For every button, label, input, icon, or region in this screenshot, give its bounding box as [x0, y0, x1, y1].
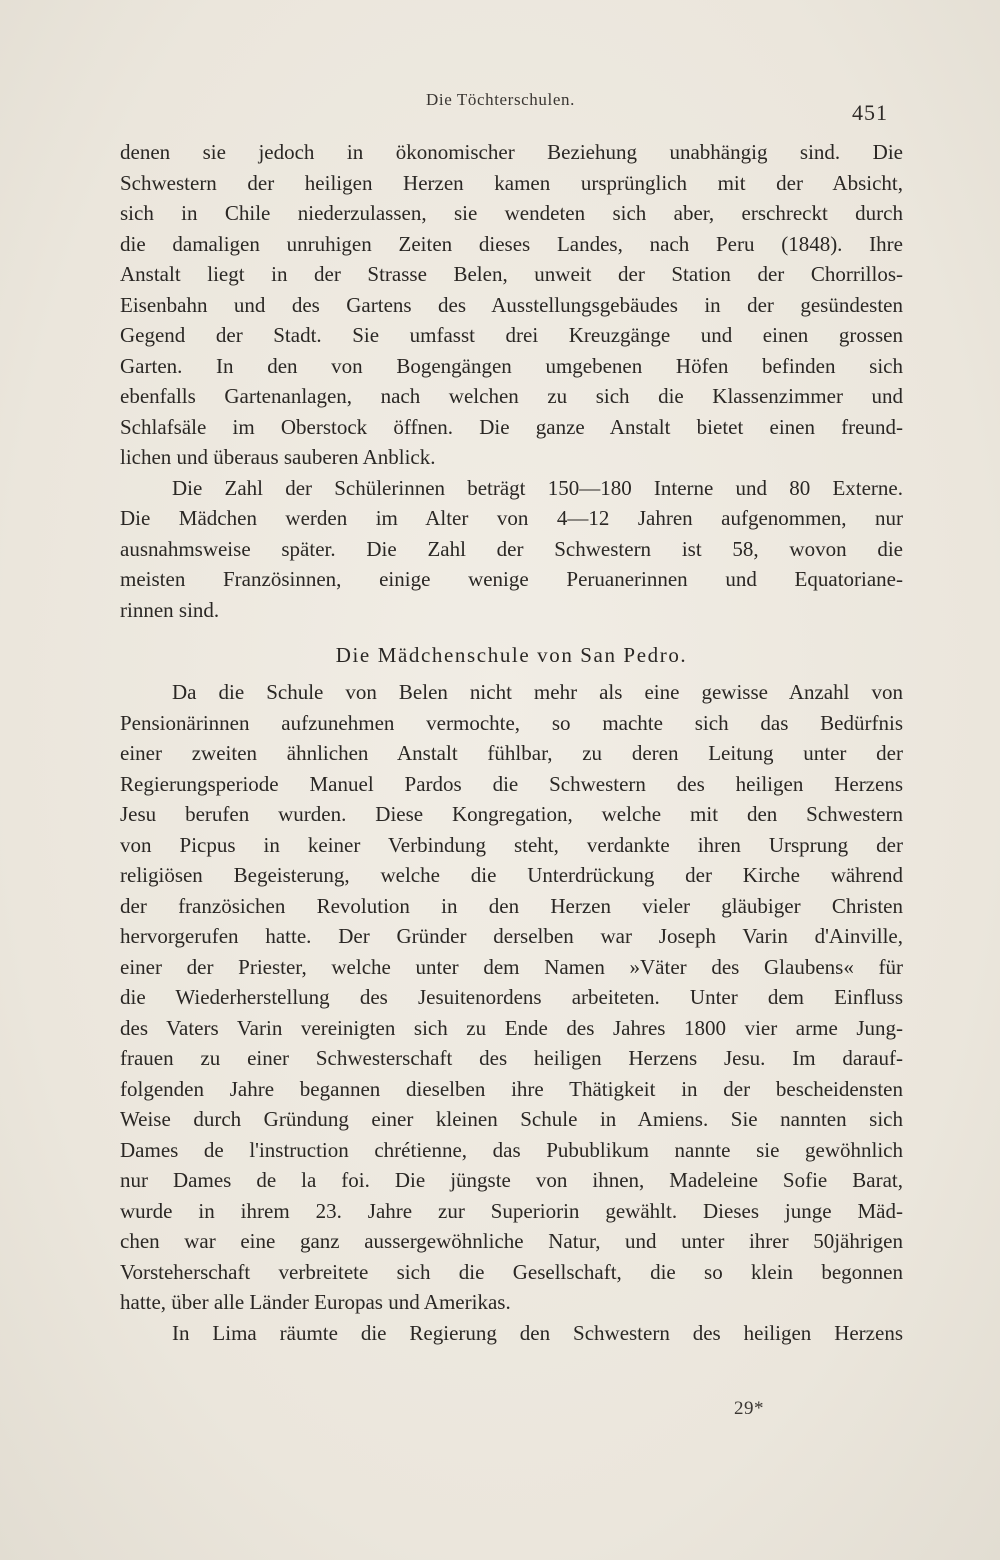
text-line: chen war eine ganz aussergewöhnliche Natur, und unter ihrer 50jährigen: [120, 1229, 903, 1253]
text-line: hatte, über alle Länder Europas und Amerikas.: [120, 1290, 511, 1314]
text-line: wurde in ihrem 23. Jahre zur Superiorin gewählt. Dieses junge Mäd-: [120, 1198, 903, 1223]
text-line: von Picpus in keiner Verbindung steht, verdankte ihren Ursprung der: [120, 832, 903, 857]
text-line: nur Dames de la foi. Die jüngste von ihnen, Madeleine Sofie Barat,: [120, 1168, 903, 1192]
text-line: Anstalt liegt in der Strasse Belen, unweit der Station der Chorrillos-: [120, 262, 903, 286]
text-line: Garten. In den von Bogengängen umgebenen Höfen befinden sich: [120, 353, 903, 378]
text-line: Vorsteherschaft verbreitete sich die Gesellschaft, die so klein begonnen: [120, 1259, 903, 1284]
text-line: rinnen sind.: [120, 597, 220, 622]
paragraph-1: [120, 137, 903, 473]
text-line: ebenfalls Gartenanlagen, nach welchen zu sich die Klassenzimmer und: [120, 384, 903, 408]
text-line: sich in Chile niederzulassen, sie wendeten sich aber, erschreckt durch: [120, 201, 903, 225]
paragraph-3: [120, 677, 903, 1318]
body-text: [120, 137, 903, 1348]
text-line: In Lima räumte die Regierung den Schwestern des heiligen Herzens: [172, 1320, 903, 1345]
text-line: Regierungsperiode Manuel Pardos die Schwestern des heiligen Herzens: [120, 771, 903, 796]
text-line: Die Zahl der Schülerinnen beträgt 150—180 Interne und 80 Externe.: [172, 475, 903, 500]
text-line: Dames de l'instruction chrétienne, das Pubublikum nannte sie gewöhnlich: [120, 1137, 903, 1162]
text-line: lichen und überaus sauberen Anblick.: [120, 445, 436, 469]
text-line: hervorgerufen hatte. Der Gründer derselben war Joseph Varin d'Ainville,: [120, 924, 903, 948]
signature-mark: 29*: [734, 1398, 764, 1419]
paragraph-2: [120, 473, 903, 626]
text-line: Die Mädchen werden im Alter von 4—12 Jahren aufgenommen, nur: [120, 506, 903, 530]
text-line: der französichen Revolution in den Herzen vieler gläubiger Christen: [120, 893, 903, 918]
text-line: Gegend der Stadt. Sie umfasst drei Kreuzgänge und einen grossen: [120, 323, 903, 347]
page-header: [0, 86, 1000, 126]
text-line: Schwestern der heiligen Herzen kamen ursprünglich mit der Absicht,: [120, 170, 903, 195]
text-line: frauen zu einer Schwesterschaft des heiligen Herzens Jesu. Im darauf-: [120, 1046, 903, 1070]
paragraph-4: [120, 1318, 903, 1349]
page-number: 451: [852, 100, 888, 125]
running-title: Die Töchterschulen.: [426, 90, 575, 109]
text-line: die damaligen unruhigen Zeiten dieses Landes, nach Peru (1848). Ihre: [120, 231, 903, 256]
text-line: Jesu berufen wurden. Diese Kongregation, welche mit den Schwestern: [120, 802, 903, 826]
text-line: Schlafsäle im Oberstock öffnen. Die ganze Anstalt bietet einen freund-: [120, 414, 903, 439]
text-line: religiösen Begeisterung, welche die Unterdrückung der Kirche während: [120, 863, 903, 887]
text-line: meisten Französinnen, einige wenige Peruanerinnen und Equatoriane-: [120, 567, 903, 591]
text-line: denen sie jedoch in ökonomischer Beziehung unabhängig sind. Die: [120, 140, 903, 164]
text-line: Weise durch Gründung einer kleinen Schule in Amiens. Sie nannten sich: [120, 1107, 903, 1131]
text-line: die Wiederherstellung des Jesuitenordens arbeiteten. Unter dem Einfluss: [120, 985, 903, 1009]
text-line: folgenden Jahre begannen dieselben ihre Thätigkeit in der bescheidensten: [120, 1076, 903, 1101]
text-line: Da die Schule von Belen nicht mehr als eine gewisse Anzahl von: [172, 680, 903, 704]
text-line: des Vaters Varin vereinigten sich zu Ende des Jahres 1800 vier arme Jung-: [120, 1015, 903, 1040]
text-line: ausnahmsweise später. Die Zahl der Schwestern ist 58, wovon die: [120, 536, 903, 561]
text-line: Pensionärinnen aufzunehmen vermochte, so machte sich das Bedürfnis: [120, 710, 903, 735]
text-line: Eisenbahn und des Gartens des Ausstellungsgebäudes in der gesündesten: [120, 292, 903, 317]
section-heading: Die Mädchenschule von San Pedro.: [335, 643, 688, 667]
text-line: einer zweiten ähnlichen Anstalt fühlbar, zu deren Leitung unter der: [120, 741, 903, 765]
text-line: einer der Priester, welche unter dem Namen »Väter des Glaubens« für: [120, 954, 903, 979]
